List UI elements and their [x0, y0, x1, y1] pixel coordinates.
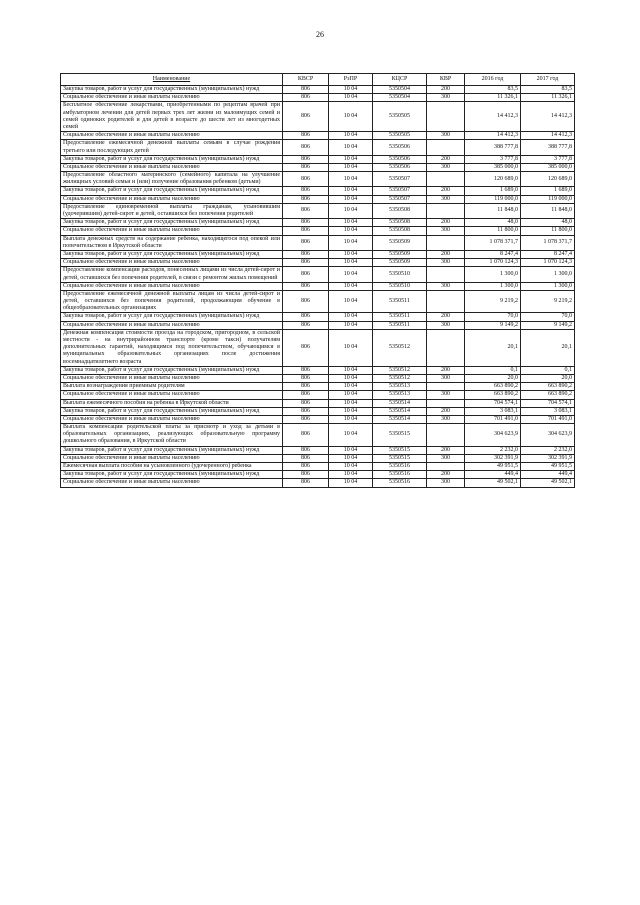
row-kcsr: 5350512 [373, 329, 427, 366]
row-kvr: 200 [427, 250, 465, 258]
row-kvr [427, 203, 465, 218]
row-2017: 0,1 [521, 366, 575, 374]
header-kvsr: КВСР [283, 74, 329, 86]
row-2016: 449,4 [465, 471, 521, 479]
row-name: Социальное обеспечение и иные выплаты населению [61, 479, 283, 487]
row-kcsr: 5350507 [373, 195, 427, 203]
row-2016: 1 300,0 [465, 282, 521, 290]
row-2017: 1 689,0 [521, 187, 575, 195]
row-name: Закупка товаров, работ и услуг для государственных (муниципальных) нужд [61, 155, 283, 163]
table-row [61, 446, 575, 454]
row-2016: 20,0 [465, 374, 521, 382]
row-rzpr: 10 04 [329, 259, 373, 267]
row-kvsr: 806 [283, 479, 329, 487]
row-kcsr: 5350515 [373, 446, 427, 454]
row-kcsr: 5350509 [373, 259, 427, 267]
row-rzpr: 10 04 [329, 366, 373, 374]
table-row [61, 471, 575, 479]
row-2017: 120 689,0 [521, 172, 575, 187]
row-rzpr: 10 04 [329, 383, 373, 391]
table-row [61, 424, 575, 447]
row-rzpr: 10 04 [329, 132, 373, 140]
row-kvsr: 806 [283, 454, 329, 462]
row-kvsr: 806 [283, 195, 329, 203]
row-kcsr: 5350506 [373, 155, 427, 163]
row-rzpr: 10 04 [329, 424, 373, 447]
row-kvsr: 806 [283, 471, 329, 479]
row-kvsr: 806 [283, 321, 329, 329]
row-2016: 9 149,2 [465, 321, 521, 329]
row-kvsr: 806 [283, 140, 329, 155]
row-2016: 388 777,8 [465, 140, 521, 155]
table-row [61, 227, 575, 235]
table-row [61, 267, 575, 282]
row-kcsr: 5350507 [373, 172, 427, 187]
row-kvr: 300 [427, 227, 465, 235]
row-2016: 14 412,3 [465, 132, 521, 140]
row-2017: 304 623,9 [521, 424, 575, 447]
row-kcsr: 5350509 [373, 250, 427, 258]
row-kvr: 300 [427, 415, 465, 423]
row-kvr: 300 [427, 132, 465, 140]
row-2016: 663 890,2 [465, 391, 521, 399]
row-kcsr: 5350516 [373, 463, 427, 471]
row-name: Закупка товаров, работ и услуг для государственных (муниципальных) нужд [61, 407, 283, 415]
row-2017: 3 083,1 [521, 407, 575, 415]
row-2017: 385 000,0 [521, 163, 575, 171]
table-row [61, 140, 575, 155]
row-name: Закупка товаров, работ и услуг для государственных (муниципальных) нужд [61, 313, 283, 321]
row-kvsr: 806 [283, 259, 329, 267]
row-kvr: 300 [427, 163, 465, 171]
row-rzpr: 10 04 [329, 463, 373, 471]
table-row [61, 282, 575, 290]
row-kcsr: 5350510 [373, 282, 427, 290]
row-2016: 119 000,0 [465, 195, 521, 203]
row-name: Закупка товаров, работ и услуг для государственных (муниципальных) нужд [61, 446, 283, 454]
row-name: Закупка товаров, работ и услуг для государственных (муниципальных) нужд [61, 86, 283, 94]
row-2016: 11 848,0 [465, 203, 521, 218]
row-name: Социальное обеспечение и иные выплаты населению [61, 195, 283, 203]
row-2016: 1 070 124,3 [465, 259, 521, 267]
row-2017: 11 800,0 [521, 227, 575, 235]
row-kvsr: 806 [283, 282, 329, 290]
row-kcsr: 5350505 [373, 102, 427, 132]
table-row [61, 407, 575, 415]
row-rzpr: 10 04 [329, 391, 373, 399]
row-2017: 9 219,2 [521, 290, 575, 313]
row-rzpr: 10 04 [329, 155, 373, 163]
row-kvr: 200 [427, 187, 465, 195]
table-row [61, 366, 575, 374]
row-kcsr: 5350513 [373, 383, 427, 391]
table-row [61, 195, 575, 203]
row-kvr: 200 [427, 313, 465, 321]
row-kvsr: 806 [283, 446, 329, 454]
row-kvsr: 806 [283, 415, 329, 423]
row-2017: 49 951,5 [521, 463, 575, 471]
row-2017: 70,0 [521, 313, 575, 321]
row-name: Социальное обеспечение и иные выплаты населению [61, 391, 283, 399]
row-2017: 663 890,2 [521, 383, 575, 391]
row-kcsr: 5350516 [373, 471, 427, 479]
row-kcsr: 5350511 [373, 313, 427, 321]
row-kvsr: 806 [283, 227, 329, 235]
row-kvsr: 806 [283, 383, 329, 391]
table-row [61, 102, 575, 132]
row-kvsr: 806 [283, 399, 329, 407]
row-2016: 49 502,1 [465, 479, 521, 487]
row-kvsr: 806 [283, 250, 329, 258]
row-kvr [427, 383, 465, 391]
row-kcsr: 5350515 [373, 424, 427, 447]
row-name: Закупка товаров, работ и услуг для государственных (муниципальных) нужд [61, 219, 283, 227]
row-kcsr: 5350508 [373, 219, 427, 227]
row-kvsr: 806 [283, 374, 329, 382]
row-kcsr: 5350514 [373, 415, 427, 423]
row-2017: 8 247,4 [521, 250, 575, 258]
row-kvr: 200 [427, 407, 465, 415]
row-rzpr: 10 04 [329, 172, 373, 187]
row-2016: 8 247,4 [465, 250, 521, 258]
row-kvsr: 806 [283, 329, 329, 366]
row-rzpr: 10 04 [329, 313, 373, 321]
row-kvsr: 806 [283, 94, 329, 102]
row-kcsr: 5350510 [373, 267, 427, 282]
row-kvsr: 806 [283, 172, 329, 187]
row-kcsr: 5350509 [373, 235, 427, 250]
row-name: Выплата денежных средств на содержание ребенка, находящегося под опекой или попечительством в Иркутской области [61, 235, 283, 250]
row-kcsr: 5350508 [373, 227, 427, 235]
row-2016: 1 300,0 [465, 267, 521, 282]
table-row [61, 383, 575, 391]
row-name: Бесплатное обеспечение лекарствами, приобретенными по рецептам врачей при амбулаторном лечении для детей первых трех лет жизни из малоимущих семей и семей одиноких родителей и для детей в возрасте до шести лет из многодетных семей [61, 102, 283, 132]
row-kvsr: 806 [283, 290, 329, 313]
row-2016: 701 491,0 [465, 415, 521, 423]
row-2017: 11 326,1 [521, 94, 575, 102]
row-kcsr: 5350507 [373, 187, 427, 195]
table-row [61, 163, 575, 171]
header-kcsr: КЦСР [373, 74, 427, 86]
row-rzpr: 10 04 [329, 374, 373, 382]
row-rzpr: 10 04 [329, 454, 373, 462]
row-2016: 14 412,3 [465, 102, 521, 132]
row-rzpr: 10 04 [329, 219, 373, 227]
table-row [61, 399, 575, 407]
row-kcsr: 5350512 [373, 366, 427, 374]
row-kvsr: 806 [283, 267, 329, 282]
row-rzpr: 10 04 [329, 471, 373, 479]
row-rzpr: 10 04 [329, 195, 373, 203]
row-2016: 304 623,9 [465, 424, 521, 447]
row-kvsr: 806 [283, 219, 329, 227]
row-rzpr: 10 04 [329, 282, 373, 290]
row-name: Социальное обеспечение и иные выплаты населению [61, 163, 283, 171]
row-kvr: 300 [427, 321, 465, 329]
row-rzpr: 10 04 [329, 321, 373, 329]
table-row [61, 391, 575, 399]
row-kvsr: 806 [283, 235, 329, 250]
row-kvsr: 806 [283, 155, 329, 163]
row-kcsr: 5350515 [373, 454, 427, 462]
row-rzpr: 10 04 [329, 250, 373, 258]
row-2017: 663 890,2 [521, 391, 575, 399]
row-2016: 11 800,0 [465, 227, 521, 235]
budget-table [60, 73, 575, 488]
row-kvsr: 806 [283, 132, 329, 140]
row-rzpr: 10 04 [329, 140, 373, 155]
row-name: Выплата ежемесячного пособия на ребенка в Иркутской области [61, 399, 283, 407]
row-2016: 49 951,5 [465, 463, 521, 471]
row-kvr [427, 140, 465, 155]
row-kcsr: 5350505 [373, 132, 427, 140]
row-kcsr: 5350514 [373, 399, 427, 407]
row-rzpr: 10 04 [329, 235, 373, 250]
row-2017: 3 777,8 [521, 155, 575, 163]
row-kvsr: 806 [283, 102, 329, 132]
table-row [61, 219, 575, 227]
row-2017: 2 232,0 [521, 446, 575, 454]
row-2016: 11 326,1 [465, 94, 521, 102]
row-2017: 20,1 [521, 329, 575, 366]
row-name: Закупка товаров, работ и услуг для государственных (муниципальных) нужд [61, 471, 283, 479]
row-name: Социальное обеспечение и иные выплаты населению [61, 227, 283, 235]
row-kvr [427, 424, 465, 447]
table-body [61, 86, 575, 488]
row-rzpr: 10 04 [329, 446, 373, 454]
table-row [61, 86, 575, 94]
row-kvr: 300 [427, 479, 465, 487]
row-kvr: 300 [427, 374, 465, 382]
row-2017: 704 574,1 [521, 399, 575, 407]
row-kvr: 200 [427, 366, 465, 374]
row-2017: 48,0 [521, 219, 575, 227]
table-row [61, 250, 575, 258]
table-row [61, 479, 575, 487]
row-2017: 388 777,8 [521, 140, 575, 155]
row-name: Социальное обеспечение и иные выплаты населению [61, 374, 283, 382]
row-kvsr: 806 [283, 463, 329, 471]
row-2017: 11 848,0 [521, 203, 575, 218]
row-kcsr: 5350511 [373, 290, 427, 313]
row-2017: 9 149,2 [521, 321, 575, 329]
row-2016: 663 890,2 [465, 383, 521, 391]
row-kvsr: 806 [283, 424, 329, 447]
row-kvr: 200 [427, 86, 465, 94]
row-name: Социальное обеспечение и иные выплаты населению [61, 454, 283, 462]
row-2017: 302 391,9 [521, 454, 575, 462]
page-number: 26 [316, 30, 324, 39]
row-kvr [427, 172, 465, 187]
row-kvr [427, 290, 465, 313]
row-kvsr: 806 [283, 313, 329, 321]
row-rzpr: 10 04 [329, 399, 373, 407]
row-name: Социальное обеспечение и иные выплаты населению [61, 282, 283, 290]
row-name: Социальное обеспечение и иные выплаты населению [61, 415, 283, 423]
row-rzpr: 10 04 [329, 102, 373, 132]
header-name: Наименование [61, 74, 283, 86]
row-2017: 701 491,0 [521, 415, 575, 423]
row-kvr: 300 [427, 259, 465, 267]
row-rzpr: 10 04 [329, 86, 373, 94]
row-kcsr: 5350514 [373, 407, 427, 415]
row-kvr: 200 [427, 471, 465, 479]
row-2017: 1 300,0 [521, 267, 575, 282]
row-2017: 449,4 [521, 471, 575, 479]
header-kvr: КВР [427, 74, 465, 86]
row-rzpr: 10 04 [329, 227, 373, 235]
row-kvr [427, 329, 465, 366]
row-kcsr: 5350504 [373, 94, 427, 102]
row-kvsr: 806 [283, 407, 329, 415]
row-2017: 14 412,3 [521, 102, 575, 132]
row-name: Социальное обеспечение и иные выплаты населению [61, 321, 283, 329]
row-name: Денежная компенсация стоимости проезда на городском, пригородном, в сельской местности - на внутрирайонном транспорте (кроме такси) получателям дополнительных гарантий, находящимся под попечительством, обучающимся в муниципальных образовательных организациях после достижения восемнадцатилетнего возраста [61, 329, 283, 366]
row-rzpr: 10 04 [329, 187, 373, 195]
row-2016: 120 689,0 [465, 172, 521, 187]
row-kvr: 300 [427, 94, 465, 102]
row-kcsr: 5350513 [373, 391, 427, 399]
row-kvr [427, 399, 465, 407]
table-row [61, 132, 575, 140]
row-kvr: 300 [427, 391, 465, 399]
row-name: Социальное обеспечение и иные выплаты населению [61, 94, 283, 102]
row-2017: 14 412,3 [521, 132, 575, 140]
row-2017: 1 070 124,3 [521, 259, 575, 267]
table-row [61, 203, 575, 218]
row-kvr [427, 102, 465, 132]
row-2016: 2 232,0 [465, 446, 521, 454]
row-kvr [427, 267, 465, 282]
row-2016: 1 689,0 [465, 187, 521, 195]
row-rzpr: 10 04 [329, 407, 373, 415]
row-kcsr: 5350512 [373, 374, 427, 382]
row-kvr: 300 [427, 454, 465, 462]
row-name: Закупка товаров, работ и услуг для государственных (муниципальных) нужд [61, 366, 283, 374]
row-kvsr: 806 [283, 203, 329, 218]
row-2016: 0,1 [465, 366, 521, 374]
table-row [61, 290, 575, 313]
row-kcsr: 5350516 [373, 479, 427, 487]
row-2016: 20,1 [465, 329, 521, 366]
row-2016: 302 391,9 [465, 454, 521, 462]
table-row [61, 187, 575, 195]
row-name: Выплата компенсации родительской платы за присмотр и уход за детьми в образовательных организациях, реализующих образовательную программу дошкольного образования, в Иркутской области [61, 424, 283, 447]
row-kvr: 200 [427, 446, 465, 454]
row-kvr: 200 [427, 219, 465, 227]
row-name: Предоставление ежемесячной денежной выплаты лицам из числа детей-сирот и детей, оставшихся без попечения родителей, продолжающим обучение в общеобразовательных организациях [61, 290, 283, 313]
table-row [61, 415, 575, 423]
row-2016: 385 000,0 [465, 163, 521, 171]
row-kvsr: 806 [283, 391, 329, 399]
row-name: Предоставление областного материнского (семейного) капитала на улучшение жилищных условий семьи и (или) получение образования ребенком (детьми) [61, 172, 283, 187]
row-rzpr: 10 04 [329, 290, 373, 313]
row-kvsr: 806 [283, 163, 329, 171]
row-2016: 1 078 371,7 [465, 235, 521, 250]
row-name: Закупка товаров, работ и услуг для государственных (муниципальных) нужд [61, 250, 283, 258]
row-kvr [427, 235, 465, 250]
row-2016: 9 219,2 [465, 290, 521, 313]
table-row [61, 329, 575, 366]
row-2016: 3 083,1 [465, 407, 521, 415]
row-name: Социальное обеспечение и иные выплаты населению [61, 132, 283, 140]
table-row [61, 172, 575, 187]
row-name: Выплата вознаграждения приемным родителям [61, 383, 283, 391]
row-name: Ежемесячная выплата пособия на усыновленного (удочеренного) ребенка [61, 463, 283, 471]
row-2017: 119 000,0 [521, 195, 575, 203]
row-kvsr: 806 [283, 366, 329, 374]
row-rzpr: 10 04 [329, 329, 373, 366]
row-2016: 83,5 [465, 86, 521, 94]
header-rzpr: РзПР [329, 74, 373, 86]
row-kvr [427, 463, 465, 471]
row-2016: 3 777,8 [465, 155, 521, 163]
table-row [61, 454, 575, 462]
row-kcsr: 5350511 [373, 321, 427, 329]
row-2017: 83,5 [521, 86, 575, 94]
row-2016: 48,0 [465, 219, 521, 227]
row-kvr: 300 [427, 282, 465, 290]
row-kcsr: 5350506 [373, 140, 427, 155]
header-2017: 2017 год [521, 74, 575, 86]
row-rzpr: 10 04 [329, 203, 373, 218]
row-kvr: 300 [427, 195, 465, 203]
row-rzpr: 10 04 [329, 479, 373, 487]
row-rzpr: 10 04 [329, 94, 373, 102]
row-2017: 20,0 [521, 374, 575, 382]
row-name: Предоставление единовременной выплаты гражданам, усыновившим (удочерившим) детей-сирот и детей, оставшихся без попечения родителей [61, 203, 283, 218]
table-row [61, 235, 575, 250]
row-name: Предоставление компенсации расходов, понесенных лицами из числа детей-сирот и детей, оставшихся без попечения родителей, в связи с ремонтом жилых помещений [61, 267, 283, 282]
row-kvsr: 806 [283, 86, 329, 94]
table-row [61, 313, 575, 321]
row-kvr: 200 [427, 155, 465, 163]
row-2017: 1 300,0 [521, 282, 575, 290]
row-name: Социальное обеспечение и иные выплаты населению [61, 259, 283, 267]
row-2016: 70,0 [465, 313, 521, 321]
row-name: Закупка товаров, работ и услуг для государственных (муниципальных) нужд [61, 187, 283, 195]
table-row [61, 259, 575, 267]
row-rzpr: 10 04 [329, 415, 373, 423]
row-kvsr: 806 [283, 187, 329, 195]
table-row [61, 374, 575, 382]
table-row [61, 463, 575, 471]
row-2017: 49 502,1 [521, 479, 575, 487]
table-row [61, 94, 575, 102]
row-kcsr: 5350506 [373, 163, 427, 171]
row-2016: 704 574,1 [465, 399, 521, 407]
row-rzpr: 10 04 [329, 163, 373, 171]
table-row [61, 155, 575, 163]
row-name: Предоставление ежемесячной денежной выплаты семьям в случае рождения третьего или последующих детей [61, 140, 283, 155]
row-rzpr: 10 04 [329, 267, 373, 282]
row-kcsr: 5350504 [373, 86, 427, 94]
table-header-row [61, 74, 575, 86]
row-kcsr: 5350508 [373, 203, 427, 218]
header-2016: 2016 год [465, 74, 521, 86]
row-2017: 1 078 371,7 [521, 235, 575, 250]
table-row [61, 321, 575, 329]
